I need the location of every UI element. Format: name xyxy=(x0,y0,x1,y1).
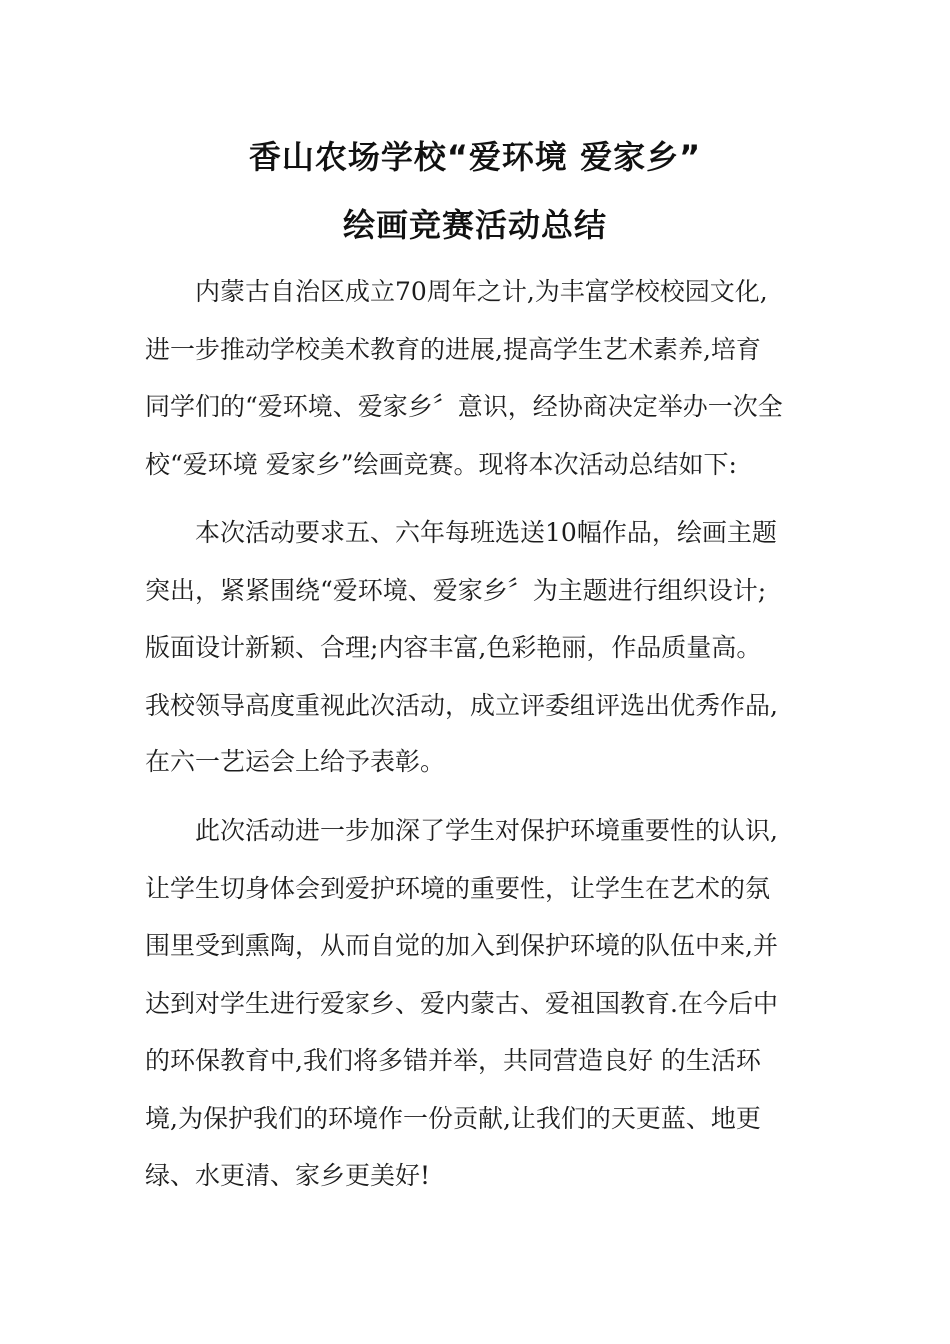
document-title-line-1: 香山农场学校“爱环境 爱家乡” xyxy=(248,138,702,176)
paragraph-1-line-1: 内蒙古自治区成立70周年之计,为丰富学校校园文化, xyxy=(195,277,768,306)
paragraph-2-line-3: 版面设计新颖、合理;内容丰富,色彩艳丽，作品质量高。 xyxy=(145,633,762,662)
paragraph-2-line-2: 突出，紧紧围绕“爱环境、爱家乡〞为主题进行组织设计; xyxy=(145,576,767,605)
document-title-line-2: 绘画竞赛活动总结 xyxy=(342,206,607,244)
paragraph-1-line-4: 校“爱环境 爱家乡”绘画竞赛。现将本次活动总结如下: xyxy=(145,450,737,479)
paragraph-3-line-7: 绿、水更清、家乡更美好! xyxy=(145,1161,431,1190)
paragraph-3-line-2: 让学生切身体会到爱护环境的重要性，让学生在艺术的氛 xyxy=(145,874,771,903)
paragraph-3-line-5: 的环保教育中,我们将多错并举，共同营造良好 的生活环 xyxy=(145,1046,761,1075)
paragraph-3-line-3: 围里受到熏陶，从而自觉的加入到保护环境的队伍中来,并 xyxy=(145,931,778,960)
paragraph-2-line-1: 本次活动要求五、六年每班选送10幅作品，绘画主题 xyxy=(195,518,777,547)
paragraph-3-line-4: 达到对学生进行爱家乡、爱内蒙古、爱祖国教育.在今后中 xyxy=(145,989,778,1018)
paragraph-3-line-6: 境,为保护我们的环境作一份贡献,让我们的天更蓝、地更 xyxy=(145,1104,761,1133)
paragraph-1-line-2: 进一步推动学校美术教育的进展,提高学生艺术素养,培育 xyxy=(145,335,761,364)
paragraph-3-line-1: 此次活动进一步加深了学生对保护环境重要性的认识, xyxy=(195,816,778,845)
paragraph-2-line-4: 我校领导高度重视此次活动，成立评委组评选出优秀作品, xyxy=(145,691,778,720)
paragraph-1-line-3: 同学们的“爱环境、爱家乡〞意识，经协商决定举办一次全 xyxy=(145,392,783,421)
paragraph-2-line-5: 在六一艺运会上给予表彰。 xyxy=(145,747,446,776)
